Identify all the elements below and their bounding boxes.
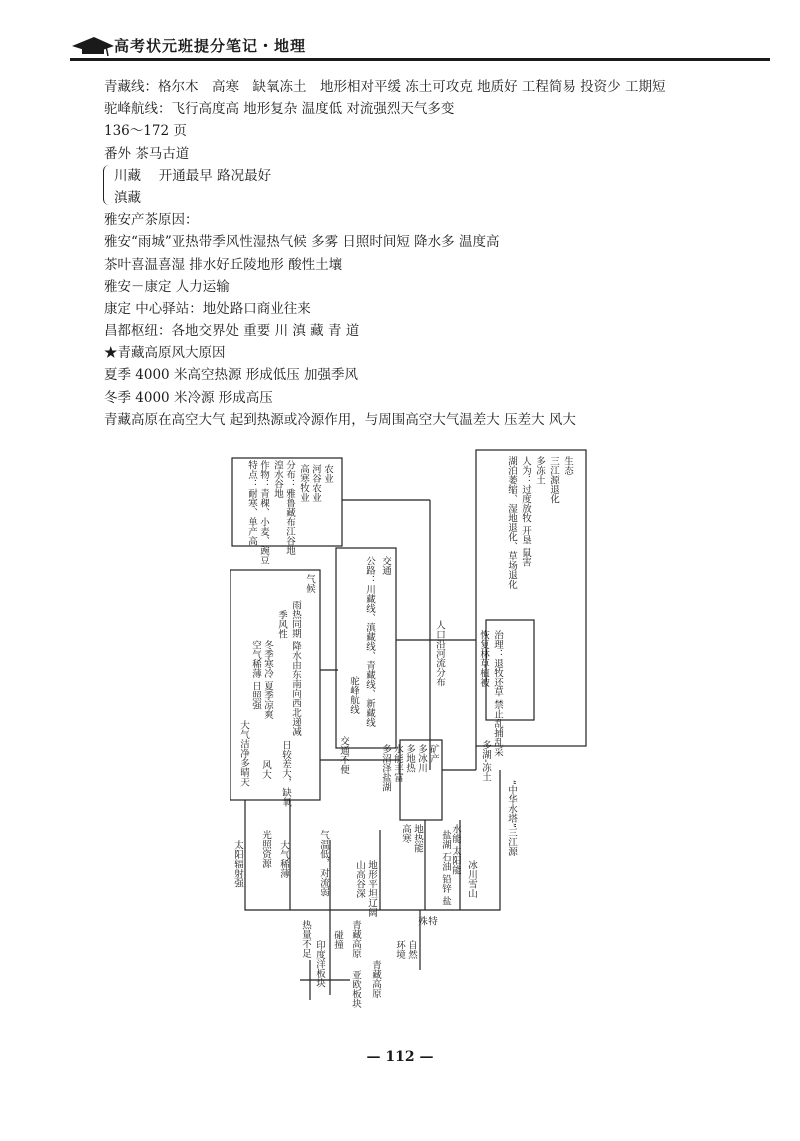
diagram-label: 空气稀薄 日照强 <box>250 640 261 710</box>
diagram-label: 亚欧板块 <box>350 970 361 1008</box>
graduation-cap-icon <box>70 34 114 58</box>
diagram-label: 农业 <box>322 464 333 483</box>
diagram-label: 青藏高原 <box>370 960 381 998</box>
diagram-label: 交通 <box>380 556 391 575</box>
text-line: 昌都枢纽：各地交界处 重要 川 滇 藏 青 道 <box>104 323 360 340</box>
diagram-label: 水能 太阳能 <box>450 824 461 875</box>
text-line: 青藏高原在高空大气 起到热源或冷源作用，与周围高空大气温差大 压差大 风大 <box>104 411 576 428</box>
diagram-label: 气温低，对流弱 <box>318 830 329 897</box>
text-line: 番外 茶马古道 <box>104 145 190 162</box>
header-rule <box>70 58 770 61</box>
diagram-label: 多沼泽盐湖 <box>380 744 391 792</box>
diagram-label: 日较差大，缺氧 <box>280 740 291 807</box>
text-line: 康定 中心驿站：地处路口商业往来 <box>104 300 311 317</box>
diagram-label: 光照资源 <box>260 830 271 868</box>
page-number: — 112 — <box>366 1049 434 1065</box>
diagram-label: 矿产 <box>428 744 439 763</box>
diagram-label: 湖泊萎缩、湿地退化、草场退化 <box>506 456 517 589</box>
concept-diagram <box>230 440 590 1020</box>
diagram-label: 地形平坦辽阔 <box>366 860 377 917</box>
diagram-label: 热量不足 <box>300 920 311 958</box>
diagram-label: 多地热 <box>404 744 415 773</box>
diagram-label: 分布：雅鲁藏布江谷地 <box>284 460 295 555</box>
notes-body <box>104 76 724 431</box>
diagram-label: 多冰川 <box>416 744 427 773</box>
diagram-label: 公路：川藏线、滇藏线、青藏线、新藏线 <box>364 556 375 727</box>
diagram-label: 冬季寒冷 夏季凉爽 <box>262 640 273 720</box>
text-line: 夏季 4000 米高空热源 形成低压 加强季风 <box>104 367 359 384</box>
diagram-label: 恢复林草植被 <box>478 630 489 687</box>
text-line: 雅安“雨城”亚热带季风性湿热气候 多雾 日照时间短 降水多 温度高 <box>104 234 500 251</box>
text-line: 驼峰航线：飞行高度高 地形复杂 温度低 对流强烈天气多变 <box>104 101 455 118</box>
diagram-label: 雨热同期 降水由东南向西北递减 <box>290 600 301 737</box>
diagram-label: 多湖-冻土 <box>480 740 491 782</box>
diagram-label: 风大 <box>260 760 271 779</box>
text-line: 川藏 开通最早 路况最好 <box>114 167 272 184</box>
diagram-label: 盐湖 石油 铅锌 盐 <box>440 830 451 906</box>
diagram-label: 地热能 <box>412 824 423 853</box>
diagram-label: “中华水塔”三江源 <box>506 780 517 857</box>
diagram-label: 大气稀薄 <box>278 840 289 878</box>
text-line: 雅安－康定 人力运输 <box>104 278 230 295</box>
diagram-label: 山高谷深 <box>354 860 365 898</box>
diagram-label: 驼峰航线 <box>348 676 359 714</box>
diagram-label: 碰撞 <box>332 930 343 949</box>
diagram-label: 作物：青稞、小麦、豌豆 <box>258 460 269 565</box>
text-line: 136～172 页 <box>104 123 187 140</box>
diagram-label: 太阳辐射强 <box>232 840 243 888</box>
diagram-label: 治理：退牧还草 禁止乱捕乱采 <box>492 630 503 757</box>
header-title: 高考状元班提分笔记・地理 <box>114 37 307 55</box>
diagram-label: 环境 <box>394 940 405 959</box>
text-line: 冬季 4000 米冷源 形成高压 <box>104 389 273 406</box>
diagram-label: 高寒牧业 <box>298 464 309 502</box>
diagram-label: 水能丰富 <box>392 744 403 782</box>
diagram-label: 季风性 <box>276 610 287 639</box>
brace-bracket <box>103 165 112 205</box>
diagram-label: 特点：耐寒、单产高 <box>246 460 257 546</box>
diagram-label: 自然 <box>406 940 417 959</box>
diagram-label: 大气洁净多晴天 <box>238 720 249 787</box>
diagram-label: 湟水谷地 <box>272 460 283 498</box>
diagram-label: 青藏高原 <box>350 920 361 958</box>
diagram-label: 冰川雪山 <box>466 860 477 898</box>
text-line: 青藏线：格尔木 高寒 缺氧冻土 地形相对平缓 冻土可攻克 地质好 工程简易 投资少 工期短 <box>104 79 666 95</box>
diagram-label: 河谷农业 <box>310 464 321 502</box>
diagram-label: 人口沿河流分布 <box>434 620 445 687</box>
text-line: 茶叶喜温喜湿 排水好丘陵地形 酸性土壤 <box>104 256 343 273</box>
diagram-label: 三江源退化 <box>548 456 559 504</box>
diagram-label: 气候 <box>304 574 315 593</box>
diagram-label: 交通不便 <box>338 736 349 774</box>
text-line: 滇藏 <box>114 189 141 206</box>
diagram-label: 人为：过度放牧 开垦 鼠害 <box>520 456 531 567</box>
diagram-label: 印度洋板块 <box>314 940 325 988</box>
diagram-label: 殊 <box>416 916 427 926</box>
diagram-label: 生态 <box>562 456 573 475</box>
text-line: 雅安产茶原因： <box>104 212 199 229</box>
diagram-label: 多冻土 <box>534 456 545 485</box>
diagram-label: 高寒 <box>400 824 411 843</box>
text-line: ★青藏高原风大原因 <box>104 345 226 362</box>
diagram-label: 特 <box>426 916 437 926</box>
page-header <box>70 34 770 58</box>
